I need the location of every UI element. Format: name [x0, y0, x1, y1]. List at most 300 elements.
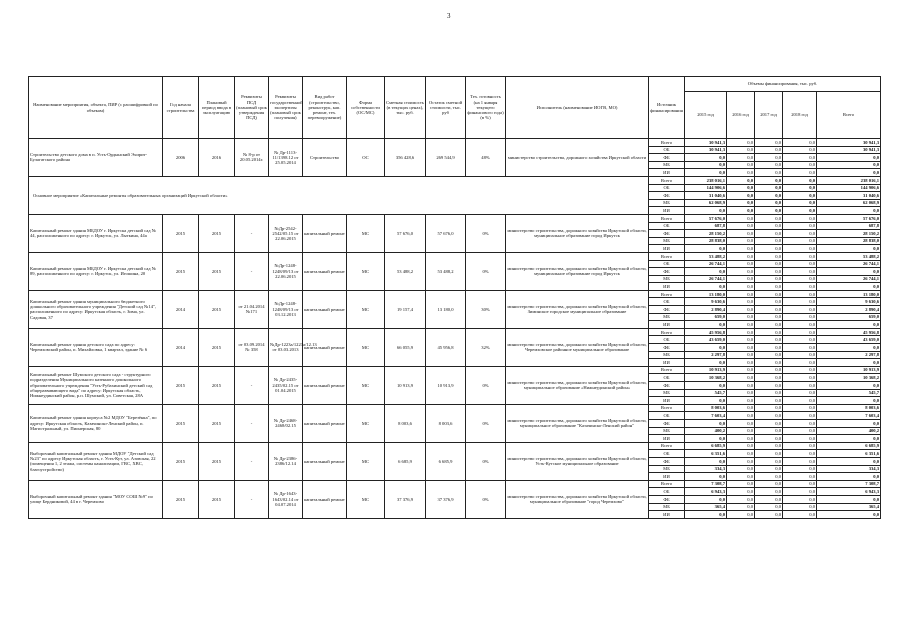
value-2018: 0,0 [783, 283, 817, 291]
value-2017: 0,0 [755, 237, 783, 245]
value-2018: 0,0 [783, 359, 817, 367]
value-2018: 0,0 [783, 214, 817, 222]
value-2017: 0,0 [755, 192, 783, 200]
value-2016: 0,0 [727, 283, 755, 291]
value-2015: 13 180,0 [685, 290, 727, 298]
object-name: Выборочный капитальный ремонт здания МДОУ "Детский сад №23" по адресу Иркутская область, г. Усть-Кут, ул. Азовская, 22 (помещения 1, 2 этажа, системы канализации, ГВС, ХВС, благоустройство) [29, 442, 163, 480]
executor: министерство строительства, дорожного хозяйства Иркутской области, муниципальное образование город Иркутск [506, 214, 649, 252]
remaining-cost: 53 488,2 [426, 252, 466, 290]
value-2016: 0,0 [727, 480, 755, 488]
value-2015: 0,0 [685, 321, 727, 329]
value-total: 0,0 [817, 359, 881, 367]
value-2018: 0,0 [783, 192, 817, 200]
expertise-details: № Др-1113-11/1398.12 от 25.05.2014 [269, 139, 303, 177]
object-name: Строительство детского дома в п. Усть-Ордынский Эхирит-Булагатского района [29, 139, 163, 177]
header-estimate-cost: Сметная стоимость (в текущих ценах), тыс. руб. [385, 77, 426, 139]
plan-period: 2015 [199, 290, 235, 328]
ownership-form: ОС [347, 139, 385, 177]
executor: министерство строительства, дорожного хозяйства Иркутской области, Черемховское районное муниципальное образование [506, 328, 649, 366]
funding-source: ОБ [649, 222, 685, 230]
header-total: Всего [817, 92, 881, 139]
value-2017: 0,0 [755, 184, 783, 192]
value-2016: 0,0 [727, 161, 755, 169]
value-2018: 0,0 [783, 503, 817, 511]
page-number: 3 [447, 12, 451, 20]
value-2017: 0,0 [755, 511, 783, 519]
executor: министерство строительства, дорожного хозяйства Иркутской области, муниципальное образование "город Черемхово" [506, 480, 649, 518]
value-total: 0,0 [817, 169, 881, 177]
funding-source: ФБ [649, 419, 685, 427]
value-2016: 0,0 [727, 359, 755, 367]
value-2017: 0,0 [755, 176, 783, 184]
funding-source: МБ [649, 237, 685, 245]
readiness: 32% [466, 328, 506, 366]
value-2016: 0,0 [727, 503, 755, 511]
value-2016: 0,0 [727, 344, 755, 352]
value-2018: 0,0 [783, 488, 817, 496]
value-2015: 2 890,4 [685, 306, 727, 314]
funding-source: ИИ [649, 397, 685, 405]
value-total: 0,0 [817, 268, 881, 276]
psd-details: - [235, 404, 269, 442]
funding-source: ИИ [649, 511, 685, 519]
header-start-year: Год начала строительства [163, 77, 199, 139]
value-2017: 0,0 [755, 268, 783, 276]
value-2016: 0,0 [727, 306, 755, 314]
value-2015: 0,0 [685, 511, 727, 519]
ownership-form: МС [347, 290, 385, 328]
funding-source: МБ [649, 427, 685, 435]
value-2015: 31 040,6 [685, 192, 727, 200]
value-total: 0,0 [817, 161, 881, 169]
value-total: 0,0 [817, 511, 881, 519]
value-2017: 0,0 [755, 161, 783, 169]
value-total: 2 297,8 [817, 351, 881, 359]
value-total: 13 180,0 [817, 290, 881, 298]
value-2018: 0,0 [783, 245, 817, 253]
value-2017: 0,0 [755, 230, 783, 238]
funding-source: МБ [649, 313, 685, 321]
executor: министерство строительства, дорожного хозяйства Иркутской области, муниципальное образование «Нижнеудинский район» [506, 366, 649, 404]
remaining-cost: 13 180,0 [426, 290, 466, 328]
expertise-details: № Др-2468-2468/02.15 [269, 404, 303, 442]
value-2015: 0,0 [685, 207, 727, 215]
plan-period: 2015 [199, 214, 235, 252]
value-2015: 7 308,7 [685, 480, 727, 488]
funding-source: Всего [649, 214, 685, 222]
header-name: Наименование мероприятия, объекта, ПИР (с расшифровкой по объекам) [29, 77, 163, 139]
value-total: 6 351,6 [817, 450, 881, 458]
value-2015: 57 676,0 [685, 214, 727, 222]
psd-details: - [235, 442, 269, 480]
value-2017: 0,0 [755, 169, 783, 177]
value-2015: 687,8 [685, 222, 727, 230]
value-2016: 0,0 [727, 199, 755, 207]
value-total: 53 488,2 [817, 252, 881, 260]
value-total: 0,0 [817, 283, 881, 291]
value-total: 6 685,9 [817, 442, 881, 450]
value-total: 0,0 [817, 419, 881, 427]
plan-period: 2015 [199, 442, 235, 480]
value-2017: 0,0 [755, 480, 783, 488]
value-2015: 659,0 [685, 313, 727, 321]
object-name: Капитальный ремонт здания детского сада по адресу: Черемховский район, п. Михайловка, 1 квартал, здание № 6 [29, 328, 163, 366]
value-2015: 6 351,6 [685, 450, 727, 458]
value-2016: 0,0 [727, 222, 755, 230]
value-total: 7 308,7 [817, 480, 881, 488]
value-2015: 334,3 [685, 465, 727, 473]
table-row [29, 214, 881, 222]
funding-source: МБ [649, 389, 685, 397]
value-2016: 0,0 [727, 290, 755, 298]
value-2016: 0,0 [727, 169, 755, 177]
value-2015: 8 003,6 [685, 404, 727, 412]
value-2018: 0,0 [783, 222, 817, 230]
funding-source: ФБ [649, 154, 685, 162]
value-2018: 0,0 [783, 306, 817, 314]
value-2016: 0,0 [727, 473, 755, 481]
ownership-form: МС [347, 252, 385, 290]
value-total: 545,7 [817, 389, 881, 397]
ownership-form: МС [347, 366, 385, 404]
expertise-details: № Др-1643-1643/02.14 от 04.07.2014 [269, 480, 303, 518]
funding-source: ФБ [649, 192, 685, 200]
value-2016: 0,0 [727, 495, 755, 503]
value-2018: 0,0 [783, 268, 817, 276]
funding-source: Всего [649, 442, 685, 450]
funding-source: МБ [649, 199, 685, 207]
value-total: 687,8 [817, 222, 881, 230]
value-2016: 0,0 [727, 389, 755, 397]
value-2015: 6 685,9 [685, 442, 727, 450]
value-2015: 10 913,9 [685, 366, 727, 374]
value-2017: 0,0 [755, 313, 783, 321]
object-name: Капитальный ремонт Шумского детского сада - структурного подразделения Муниципального казенного дошкольного образовательного учреждения "Усть-Рубахинский детский сад общеразвивающего вида" по адресу: Иркутская область, Нижнеудинский район, р.п. Шумский, ул. Советская, 28А [29, 366, 163, 404]
value-2016: 0,0 [727, 176, 755, 184]
funding-source: ФБ [649, 457, 685, 465]
work-type: капитальный ремонт [303, 442, 347, 480]
value-2017: 0,0 [755, 298, 783, 306]
header-2016: 2016 год [727, 92, 755, 139]
executor: министерство строительства, дорожного хозяйства Иркутской области [506, 139, 649, 177]
value-total: 0,0 [817, 344, 881, 352]
value-total: 43 659,0 [817, 336, 881, 344]
executor: министерство строительства, дорожного хозяйства Иркутской области, муниципальное образование "Казачинско-Ленский район" [506, 404, 649, 442]
start-year: 2015 [163, 404, 199, 442]
value-2015: 53 488,2 [685, 252, 727, 260]
value-2015: 0,0 [685, 245, 727, 253]
ownership-form: МС [347, 480, 385, 518]
value-total: 0,0 [817, 495, 881, 503]
readiness: 48% [466, 139, 506, 177]
value-2017: 0,0 [755, 154, 783, 162]
table-row [29, 480, 881, 488]
remaining-cost: 45 956,8 [426, 328, 466, 366]
value-2017: 0,0 [755, 465, 783, 473]
value-total: 144 906,6 [817, 184, 881, 192]
value-2018: 0,0 [783, 154, 817, 162]
value-2018: 0,0 [783, 427, 817, 435]
plan-period: 2015 [199, 404, 235, 442]
object-name: Выборочный капитальный ремонт здания "МОУ СОШ №9" по улице Бердниковой, 44 в г. Черемхово [29, 480, 163, 518]
header-source: Источник финансирования [649, 77, 685, 139]
value-2018: 0,0 [783, 275, 817, 283]
expertise-details: №Др-1248-1248/09/13 от 03.12.2013 [269, 290, 303, 328]
value-2016: 0,0 [727, 442, 755, 450]
plan-period: 2015 [199, 366, 235, 404]
value-2016: 0,0 [727, 419, 755, 427]
table-row [29, 328, 881, 336]
plan-period: 2016 [199, 139, 235, 177]
value-2018: 0,0 [783, 328, 817, 336]
value-2015: 10 368,2 [685, 374, 727, 382]
value-2015: 30 941,3 [685, 139, 727, 147]
value-2015: 0,0 [685, 283, 727, 291]
value-total: 659,0 [817, 313, 881, 321]
value-2015: 400,2 [685, 427, 727, 435]
header-readiness: Тех. готовность (на 1 января текущего финансового года) (в %) [466, 77, 506, 139]
funding-source: Всего [649, 290, 685, 298]
value-total: 0,0 [817, 435, 881, 443]
value-2016: 0,0 [727, 252, 755, 260]
funding-source: ИИ [649, 283, 685, 291]
value-2016: 0,0 [727, 328, 755, 336]
value-2017: 0,0 [755, 351, 783, 359]
object-name: Капитальный ремонт здания корпуса №2 МДОУ "Березёнка", по адресу: Иркутская область, Казачинско-Ленский район, п. Магистральный, ул. Пионерская, 80 [29, 404, 163, 442]
funding-source: ИИ [649, 473, 685, 481]
value-2017: 0,0 [755, 321, 783, 329]
readiness: 0% [466, 404, 506, 442]
value-total: 400,2 [817, 427, 881, 435]
value-total: 0,0 [817, 321, 881, 329]
start-year: 2015 [163, 442, 199, 480]
value-2018: 0,0 [783, 495, 817, 503]
value-2018: 0,0 [783, 457, 817, 465]
funding-source: ИИ [649, 359, 685, 367]
value-2016: 0,0 [727, 450, 755, 458]
value-2016: 0,0 [727, 245, 755, 253]
estimate-cost: 37 376,9 [385, 480, 426, 518]
remaining-cost: 8 003,6 [426, 404, 466, 442]
value-2018: 0,0 [783, 336, 817, 344]
estimate-cost: 53 488,2 [385, 252, 426, 290]
value-total: 0,0 [817, 245, 881, 253]
value-2017: 0,0 [755, 214, 783, 222]
value-2015: 43 659,0 [685, 336, 727, 344]
value-2018: 0,0 [783, 404, 817, 412]
value-2017: 0,0 [755, 374, 783, 382]
work-type: капитальный ремонт [303, 366, 347, 404]
value-2018: 0,0 [783, 382, 817, 390]
start-year: 2015 [163, 480, 199, 518]
readiness: 0% [466, 252, 506, 290]
expertise-details: №Др-1223а/1223а/12.13 от 03.03.2013 [269, 328, 303, 366]
executor: министерство строительства, дорожного хозяйства Иркутской области, Зиминское городское муниципальное образование [506, 290, 649, 328]
value-2015: 26 744,1 [685, 275, 727, 283]
value-2017: 0,0 [755, 359, 783, 367]
readiness: 0% [466, 442, 506, 480]
value-2017: 0,0 [755, 382, 783, 390]
value-2016: 0,0 [727, 404, 755, 412]
funding-source: Всего [649, 366, 685, 374]
value-2018: 0,0 [783, 184, 817, 192]
psd-details: - [235, 214, 269, 252]
value-total: 365,4 [817, 503, 881, 511]
ownership-form: МС [347, 214, 385, 252]
value-2016: 0,0 [727, 214, 755, 222]
value-2015: 9 630,6 [685, 298, 727, 306]
funding-source: Всего [649, 176, 685, 184]
value-2015: 28 150,2 [685, 230, 727, 238]
value-2015: 0,0 [685, 435, 727, 443]
value-2018: 0,0 [783, 465, 817, 473]
value-total: 0,0 [817, 207, 881, 215]
section-row [29, 176, 881, 184]
value-2015: 0,0 [685, 419, 727, 427]
value-total: 9 630,6 [817, 298, 881, 306]
value-total: 0,0 [817, 154, 881, 162]
value-2016: 0,0 [727, 351, 755, 359]
value-total: 45 956,8 [817, 328, 881, 336]
plan-period: 2015 [199, 252, 235, 290]
psd-details: от 03.09.2014 № 358 [235, 328, 269, 366]
value-2016: 0,0 [727, 366, 755, 374]
value-2016: 0,0 [727, 511, 755, 519]
value-2016: 0,0 [727, 146, 755, 154]
value-2016: 0,0 [727, 154, 755, 162]
table-row [29, 404, 881, 412]
work-type: капитальный ремонт [303, 328, 347, 366]
value-total: 6 943,3 [817, 488, 881, 496]
value-2018: 0,0 [783, 260, 817, 268]
value-2017: 0,0 [755, 260, 783, 268]
start-year: 2014 [163, 290, 199, 328]
value-2016: 0,0 [727, 435, 755, 443]
ownership-form: МС [347, 404, 385, 442]
value-2016: 0,0 [727, 268, 755, 276]
start-year: 2015 [163, 366, 199, 404]
remaining-cost: 37 376,9 [426, 480, 466, 518]
funding-source: МБ [649, 503, 685, 511]
value-2017: 0,0 [755, 419, 783, 427]
readiness: 0% [466, 214, 506, 252]
value-2018: 0,0 [783, 442, 817, 450]
header-2015: 2015 год [685, 92, 727, 139]
start-year: 2015 [163, 252, 199, 290]
value-2017: 0,0 [755, 427, 783, 435]
value-2017: 0,0 [755, 503, 783, 511]
value-total: 57 676,0 [817, 214, 881, 222]
value-2015: 0,0 [685, 382, 727, 390]
psd-details: № 8-р от 20.05.2014г. [235, 139, 269, 177]
value-2015: 0,0 [685, 154, 727, 162]
estimate-cost: 356 428,6 [385, 139, 426, 177]
value-2016: 0,0 [727, 427, 755, 435]
value-total: 28 838,0 [817, 237, 881, 245]
value-2015: 365,4 [685, 503, 727, 511]
psd-details: - [235, 252, 269, 290]
value-2015: 0,0 [685, 169, 727, 177]
value-2018: 0,0 [783, 199, 817, 207]
value-2016: 0,0 [727, 412, 755, 420]
start-year: 2015 [163, 214, 199, 252]
funding-source: ФБ [649, 495, 685, 503]
funding-source: ОБ [649, 374, 685, 382]
funding-source: ИИ [649, 321, 685, 329]
estimate-cost: 10 913,9 [385, 366, 426, 404]
remaining-cost: 269 544,9 [426, 139, 466, 177]
value-2017: 0,0 [755, 366, 783, 374]
work-type: капитальный ремонт [303, 214, 347, 252]
value-2018: 0,0 [783, 321, 817, 329]
readiness: 0% [466, 480, 506, 518]
funding-source: ФБ [649, 230, 685, 238]
work-type: капитальный ремонт [303, 404, 347, 442]
value-2018: 0,0 [783, 298, 817, 306]
value-2016: 0,0 [727, 488, 755, 496]
value-2018: 0,0 [783, 161, 817, 169]
value-2017: 0,0 [755, 275, 783, 283]
value-2016: 0,0 [727, 457, 755, 465]
value-total: 7 603,4 [817, 412, 881, 420]
value-total: 26 744,1 [817, 260, 881, 268]
value-2018: 0,0 [783, 207, 817, 215]
funding-source: МБ [649, 275, 685, 283]
value-2017: 0,0 [755, 344, 783, 352]
value-total: 26 744,1 [817, 275, 881, 283]
estimate-cost: 19 157,4 [385, 290, 426, 328]
readiness: 30% [466, 290, 506, 328]
funding-source: Всего [649, 252, 685, 260]
value-2018: 0,0 [783, 230, 817, 238]
value-2016: 0,0 [727, 336, 755, 344]
header-work-type: Вид работ (строительство, реконструк, кап. ремонт, тех. перевооружение) [303, 77, 347, 139]
value-total: 0,0 [817, 473, 881, 481]
value-2016: 0,0 [727, 230, 755, 238]
value-2017: 0,0 [755, 199, 783, 207]
value-2016: 0,0 [727, 192, 755, 200]
value-2017: 0,0 [755, 290, 783, 298]
value-2015: 238 016,1 [685, 176, 727, 184]
value-2018: 0,0 [783, 176, 817, 184]
funding-source: ФБ [649, 382, 685, 390]
start-year: 2006 [163, 139, 199, 177]
value-total: 30 941,3 [817, 139, 881, 147]
value-2015: 0,0 [685, 359, 727, 367]
value-2018: 0,0 [783, 480, 817, 488]
value-total: 30 941,3 [817, 146, 881, 154]
estimate-cost: 8 003,6 [385, 404, 426, 442]
start-year: 2014 [163, 328, 199, 366]
work-type: капитальный ремонт [303, 290, 347, 328]
funding-source: Всего [649, 404, 685, 412]
header-remaining-cost: Остаток сметной стоимости, тыс. руб [426, 77, 466, 139]
value-2017: 0,0 [755, 306, 783, 314]
funding-source: МБ [649, 465, 685, 473]
funding-source: ИИ [649, 207, 685, 215]
table-row [29, 139, 881, 147]
value-2017: 0,0 [755, 404, 783, 412]
value-2016: 0,0 [727, 237, 755, 245]
value-2018: 0,0 [783, 290, 817, 298]
ownership-form: МС [347, 442, 385, 480]
expertise-details: №Др-1248-1248/09/13 от 22.06.2015 [269, 252, 303, 290]
funding-source: ОБ [649, 488, 685, 496]
value-2015: 0,0 [685, 473, 727, 481]
value-2015: 0,0 [685, 457, 727, 465]
value-2016: 0,0 [727, 313, 755, 321]
funding-source: ФБ [649, 306, 685, 314]
